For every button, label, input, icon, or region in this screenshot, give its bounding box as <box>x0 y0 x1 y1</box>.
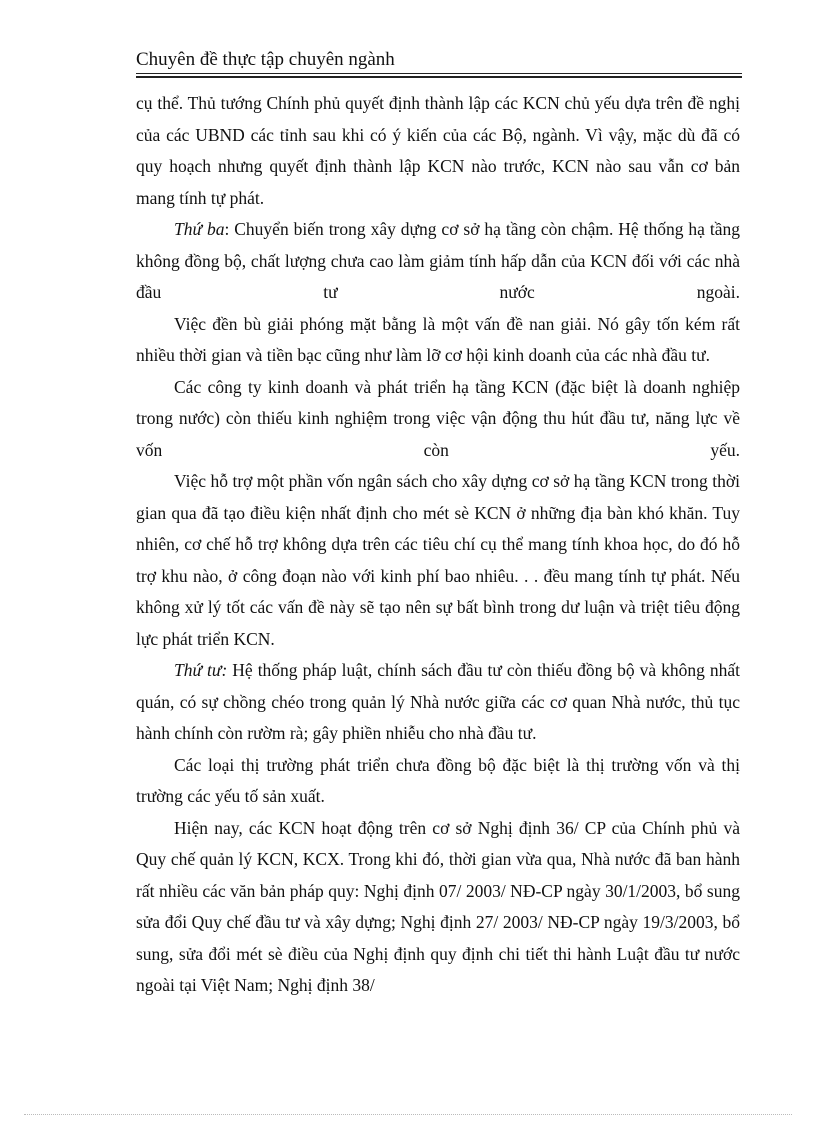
paragraph-4-text: Các công ty kinh doanh và phát triển hạ tầng KCN (đặc biệt là doanh nghiệp trong nước) còn thiếu kinh nghiệm trong việc vận động thu hút đầu tư, năng lực về vốn còn yếu. <box>136 376 740 460</box>
paragraph-7 <box>136 750 740 813</box>
paragraph-2 <box>136 214 740 309</box>
paragraph-5 <box>136 466 740 655</box>
paragraph-1 <box>136 88 740 214</box>
paragraph-6-lead: Thứ tư: <box>174 660 228 680</box>
paragraph-8 <box>136 813 740 1002</box>
paragraph-1-text: cụ thể. Thủ tướng Chính phủ quyết định thành lập các KCN chủ yếu dựa trên đề nghị của các UBND các tỉnh sau khi có ý kiến của các Bộ, ngành. Vì vậy, mặc dù đã có quy hoạch nhưng quyết định thành lập KCN nào trước, KCN nào sau vẫn cơ bản mang tính tự phát. <box>136 93 740 208</box>
paragraph-2-lead: Thứ ba <box>174 219 225 239</box>
paragraph-6 <box>136 655 740 750</box>
page-header <box>136 48 742 78</box>
footer-dotted-rule <box>24 1114 792 1115</box>
paragraph-2-text: : Chuyển biến trong xây dựng cơ sở hạ tầng còn chậm. Hệ thống hạ tầng không đồng bộ, chất lượng chưa cao làm giảm tính hấp dẫn của KCN đối với các nhà đầu tư nước ngoài. <box>136 219 741 302</box>
header-rule-thick <box>136 76 742 78</box>
paragraph-3-text: Việc đền bù giải phóng mặt bằng là một vấn đề nan giải. Nó gây tốn kém rất nhiều thời gian và tiền bạc cũng như làm lỡ cơ hội kinh doanh của các nhà đầu tư. <box>136 313 740 365</box>
paragraph-7-text: Các loại thị trường phát triển chưa đồng bộ đặc biệt là thị trường vốn và thị trường các yếu tố sản xuất. <box>136 754 740 806</box>
header-rule-thin <box>136 73 742 74</box>
body-text <box>136 88 740 1002</box>
paragraph-5-text: Việc hỗ trợ một phần vốn ngân sách cho xây dựng cơ sở hạ tầng KCN trong thời gian qua đã tạo điều kiện nhất định cho mét sè KCN ở những địa bàn khó khăn. Tuy nhiên, cơ chế hỗ trợ không dựa trên các tiêu chí cụ thể mang tính khoa học, do đó hỗ trợ khu nào, ở công đoạn nào với kinh phí bao nhiêu. . . đều mang tính tự phát. Nếu không xử lý tốt các vấn đề này sẽ tạo nên sự bất bình trong dư luận và triệt tiêu động lực phát triển KCN. <box>136 471 740 649</box>
header-title: Chuyên đề thực tập chuyên ngành <box>136 49 395 70</box>
paragraph-4 <box>136 372 740 467</box>
paragraph-3 <box>136 309 740 372</box>
paragraph-8-text: Hiện nay, các KCN hoạt động trên cơ sở Nghị định 36/ CP của Chính phủ và Quy chế quản lý KCN, KCX. Trong khi đó, thời gian vừa qua, Nhà nước đã ban hành rất nhiều các văn bản pháp quy: Nghị định 07/ 2003/ NĐ-CP ngày 30/1/2003, bổ sung sửa đổi Quy chế đầu tư và xây dựng; Nghị định 27/ 2003/ NĐ-CP ngày 19/3/2003, bổ sung, sửa đổi mét sè điều của Nghị định quy định chi tiết thi hành Luật đầu tư nước ngoài tại Việt Nam; Nghị định 38/ <box>136 817 740 995</box>
paragraph-6-text: Hệ thống pháp luật, chính sách đầu tư còn thiếu đồng bộ và không nhất quán, có sự chồng chéo trong quản lý Nhà nước giữa các cơ quan Nhà nước, thủ tục hành chính còn rườm rà; gây phiền nhiễu cho nhà đầu tư. <box>136 660 740 743</box>
